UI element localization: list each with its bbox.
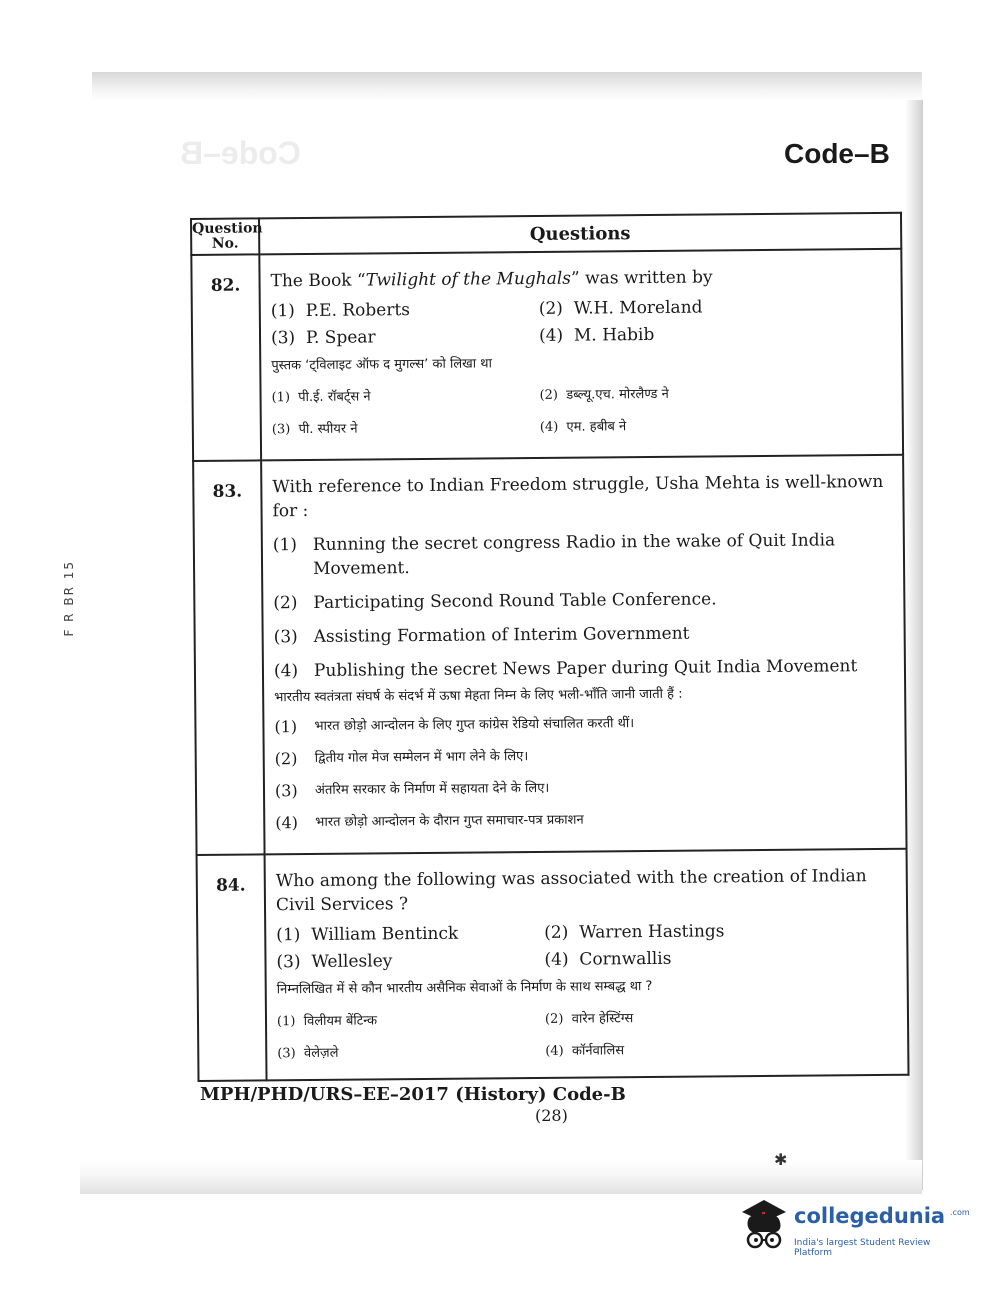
question-stem: Who among the following was associated with the creation of Indian Civil Services ? — [275, 866, 867, 916]
option-hindi-2: (2) वारेन हेस्टिंग्स — [544, 1011, 634, 1027]
question-body — [259, 249, 903, 461]
option-4: (4) Cornwallis — [544, 948, 672, 970]
option-3: (3) Assisting Formation of Interim Government — [273, 623, 690, 648]
question-row-84 — [197, 849, 909, 1081]
margin-marks: F R BR 15 — [62, 560, 76, 637]
option-hindi-1: (1) पी.ई. रॉबर्ट्स ने — [271, 389, 371, 406]
header-question-no: Question No. — [191, 218, 259, 255]
option-1: (1) P.E. Roberts — [270, 300, 411, 322]
option-hindi-3: (3) अंतरिम सरकार के निर्माण में सहायता देने के लिए। — [274, 780, 550, 801]
bleed-through-text: Code–B — [180, 135, 301, 171]
option-2: (2) Participating Second Round Table Conference. — [273, 589, 717, 614]
option-hindi-3: (3) वेलेज़ले — [277, 1045, 339, 1062]
option-3: (3) P. Spear — [270, 327, 376, 349]
header-questions: Questions — [259, 213, 901, 255]
options-hindi — [274, 710, 903, 835]
question-stem-hindi: भारतीय स्वतंत्रता संघर्ष के संदर्भ में ऊषा मेहता निम्न के लिए भली-भाँति जानी जाती हैं : — [274, 686, 683, 706]
option-2: (2) Warren Hastings — [544, 921, 725, 943]
option-3: (3) Wellesley — [276, 951, 393, 973]
question-number: 82. — [191, 254, 261, 461]
option-hindi-4: (4) कॉर्नवालिस — [545, 1043, 625, 1059]
option-hindi-1: (1) भारत छोड़ो आन्दोलन के लिए गुप्त कांग्रेस रेडियो संचालित करती थीं। — [274, 716, 635, 737]
question-row-83 — [193, 455, 906, 855]
option-2: (2) W.H. Moreland — [538, 297, 703, 319]
question-stem: The Book “Twilight of the Mughals” was written by — [270, 267, 713, 292]
option-1: (1) William Bentinck — [276, 923, 459, 946]
question-row-82 — [191, 249, 903, 461]
option-hindi-2: (2) डब्ल्यू.एच. मोरलैण्ड ने — [539, 386, 669, 403]
options-english — [276, 918, 904, 975]
option-hindi-2: (2) द्वितीय गोल मेज सम्मेलन में भाग लेने के लिए। — [274, 749, 529, 769]
option-1: (1) Running the secret congress Radio in the wake of Quit India Movement. — [272, 530, 836, 579]
scan-shadow-bottom — [80, 1160, 922, 1194]
paper-code-label: Code–B — [784, 138, 890, 169]
scan-shadow-top — [92, 72, 922, 102]
mascot-icon — [736, 1198, 792, 1256]
exam-code-footer: MPH/PHD/URS–EE–2017 (History) Code-B — [200, 1084, 626, 1105]
option-hindi-1: (1) विलीयम बेंटिन्क — [276, 1013, 378, 1030]
question-stem-hindi: पुस्तक ‘ट्विलाइट ऑफ द मुगल्स’ को लिखा था — [271, 356, 492, 374]
page-number: (28) — [535, 1106, 568, 1125]
question-stem: With reference to Indian Freedom struggle, Usha Mehta is well-known for : — [272, 471, 884, 522]
book-title: Twilight of the Mughals — [365, 268, 572, 291]
options-hindi — [271, 378, 900, 445]
question-body — [261, 455, 906, 855]
options-hindi — [277, 1002, 906, 1069]
brand-suffix: .com — [950, 1208, 970, 1217]
question-stem-hindi: निम्नलिखित में से कौन भारतीय असैनिक सेवाओं के निर्माण के साथ सम्बद्ध था ? — [276, 978, 653, 998]
option-hindi-3: (3) पी. स्पीयर ने — [271, 421, 358, 438]
option-hindi-4: (4) भारत छोड़ो आन्दोलन के दौरान गुप्त समाचार-पत्र प्रकाशन — [275, 812, 584, 833]
question-number: 83. — [193, 460, 264, 855]
options-english — [271, 294, 899, 351]
question-number: 84. — [197, 854, 267, 1081]
options-english — [273, 528, 902, 683]
scan-speck: ✱ — [774, 1150, 788, 1169]
option-hindi-4: (4) एम. हबीब ने — [539, 419, 627, 435]
question-body — [265, 849, 909, 1081]
option-4: (4) Publishing the secret News Paper during Quit India Movement — [273, 656, 858, 682]
option-4: (4) M. Habib — [538, 324, 655, 346]
brand-name: collegedunia — [794, 1204, 946, 1228]
table-header-row — [191, 213, 901, 255]
question-sheet — [190, 212, 909, 1078]
question-table — [190, 212, 910, 1082]
collegedunia-watermark — [736, 1198, 970, 1258]
brand-tagline: India's largest Student Review Platform — [794, 1238, 931, 1258]
